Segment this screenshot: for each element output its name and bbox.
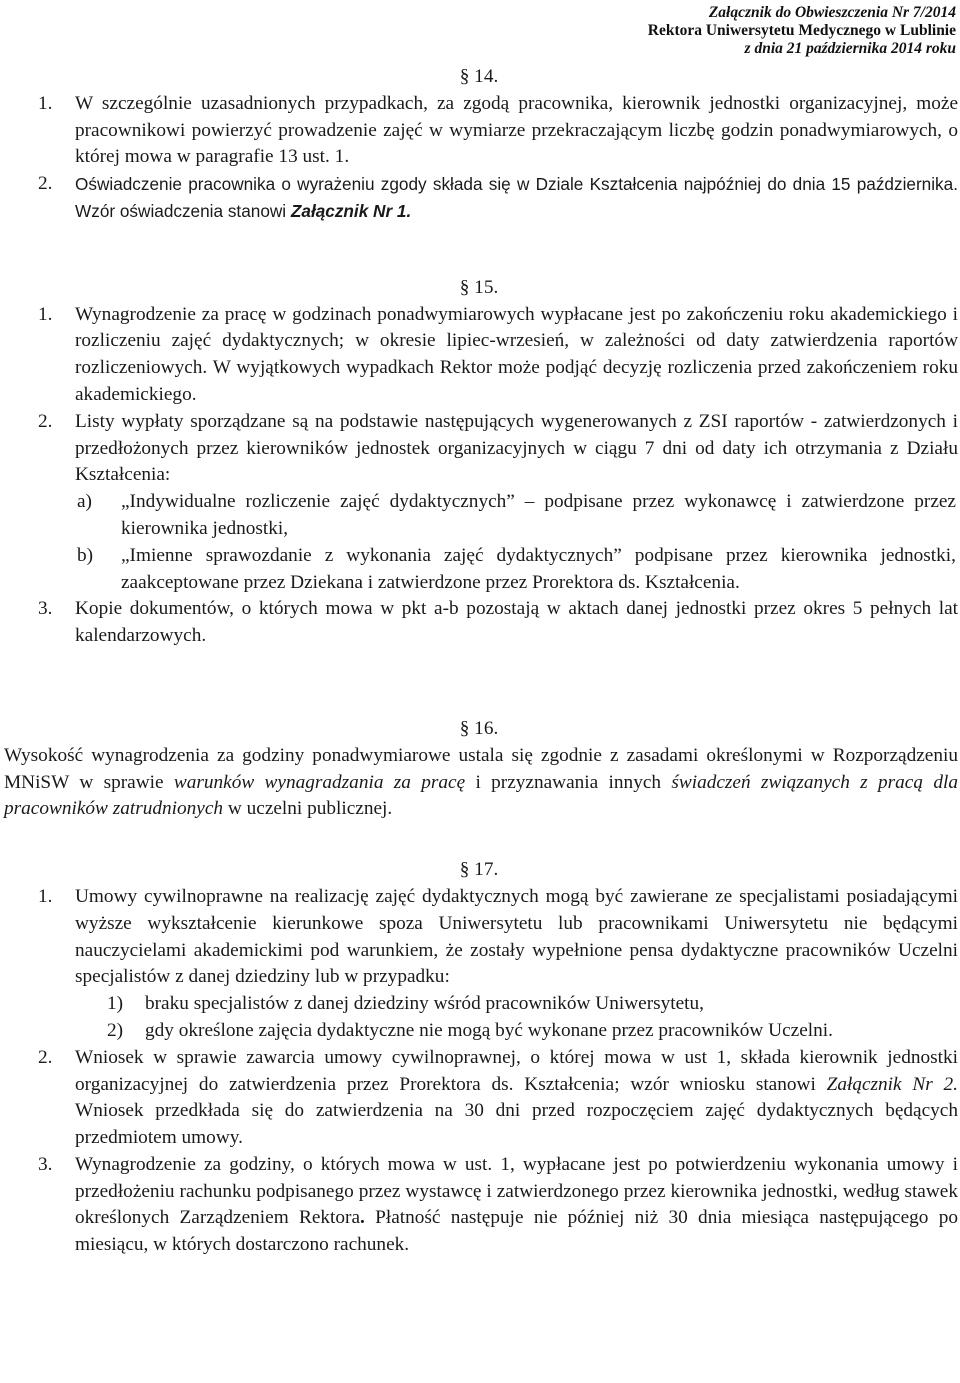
item-text: Listy wypłaty sporządzane są na podstawie następujących wygenerowanych z ZSI raportów - zatwierdzonych i przedłożonych przez kierowników jednostek organizacyjnych w ciągu 7 dni od daty ich otrzymania z Działu Kształcenia: [75,410,958,486]
item-number: 1. [38,303,53,325]
section-15-item-3 [0,596,958,650]
spacer [0,823,958,857]
item-text: Wniosek przedkłada się do zatwierdzenia na 30 dni przed rozpoczęciem zajęć dydaktycznych będących przedmiotem umowy. [75,1100,958,1149]
section-15-item-2 [0,409,958,489]
sub-item-text: gdy określone zajęcia dydaktyczne nie mogą być wykonane przez pracowników Uczelni. [145,1019,833,1041]
sub-item-text: „Indywidualne rozliczenie zajęć dydaktycznych” – podpisane przez wykonawcę i zatwierdzone przez kierownika jednostki, [121,491,956,539]
attachment-header [648,4,956,58]
text-segment: i przyznawania innych [475,771,662,793]
section-16-heading: § 16. [459,717,499,739]
item-text: Kopie dokumentów, o których mowa w pkt a-b pozostają w aktach danej jednostki przez okres 5 pełnych lat kalendarzowych. [75,598,958,647]
section-17-item-3 [0,1152,958,1259]
section-17-sub-1 [0,991,958,1018]
section-17-item-2 [0,1045,958,1152]
header-line-2: Rektora Uniwersytetu Medycznego w Lublinie [647,22,956,39]
section-15-sub-a [0,489,958,543]
item-number: 1. [38,885,53,907]
section-14-item-1 [0,91,958,171]
sub-item-text: braku specjalistów z danej dziedziny wśród pracowników Uniwersytetu, [145,993,704,1015]
header-line-1: Załącznik do Obwieszczenia Nr 7/2014 [708,4,956,21]
section-17-sub-2 [0,1018,958,1045]
text-segment: Wysokość wynagrodzenia za godziny ponadwymiarowe ustala się zgodnie z zasadami określonymi w Rozporządzeniu MNiSW w sprawie [4,744,958,793]
item-number: 2. [38,173,53,195]
item-text: Płatność następuje nie później niż 30 dnia miesiąca następującego po miesiącu, w których dostarczono rachunek. [75,1207,959,1256]
attachment-reference: Załącznik Nr 1. [290,200,412,221]
item-number: 2. [38,1046,53,1068]
sub-item-number: 2) [107,1019,124,1041]
item-text: Wynagrodzenie za pracę w godzinach ponadwymiarowych wypłacane jest po zakończeniu roku akademickiego i rozliczeniu zajęć dydaktycznych; w okresie lipiec-wrzesień, w zależności od daty zatwierdzenia raportów rozliczeniowych. W wyjątkowych wypadkach Rektor może podjąć decyzję rozliczenia przed zakończeniem roku akademickiego. [75,303,958,405]
sub-item-letter: b) [77,544,94,566]
item-number: 3. [38,1153,53,1175]
sub-item-text: „Imienne sprawozdanie z wykonania zajęć dydaktycznych” podpisane przez kierownika jednostki, zaakceptowane przez Dziekana i zatwierdzone przez Prorektora ds. Kształcenia. [121,544,956,593]
item-text: Oświadczenie pracownika o wyrażeniu zgody składa się w Dziale Kształcenia najpóźniej do dnia 15 października. Wzór oświadczenia stanowi [75,174,958,221]
section-15-heading: § 15. [459,276,499,298]
header-line-3: z dnia 21 października 2014 roku [744,40,956,57]
section-16-text [0,743,958,823]
section-14-item-2 [0,171,958,225]
item-number: 2. [38,410,53,432]
item-text: W szczególnie uzasadnionych przypadkach, za zgodą pracownika, kierownik jednostki organizacyjnej, może pracownikowi powierzyć prowadzenie zajęć w wymiarze przekraczającym liczbę godzin ponadwymiarowych, o której mowa w paragrafie 13 ust. 1. [75,92,958,168]
item-number: 3. [38,598,53,620]
section-17-heading: § 17. [459,859,499,881]
italic-title: warunków wynagradzania za pracę [173,771,466,793]
section-15-sub-b [0,543,958,597]
item-number: 1. [38,92,53,114]
text-segment: w uczelni publicznej. [227,798,393,820]
item-text: Wniosek w sprawie zawarcia umowy cywilnoprawnej, o której mowa w ust 1, składa kierownik jednostki organizacyjnej do zatwierdzenia przez Prorektora ds. Kształcenia; wzór wniosku stanowi [75,1046,958,1095]
sub-item-number: 1) [107,993,124,1015]
bold-period: . [360,1207,365,1229]
item-text: Wynagrodzenie za godziny, o których mowa w ust. 1, wypłacane jest po potwierdzeniu wykonania umowy i przedłożeniu rachunku podpisanego przez wystawcę i zatwierdzonego przez kierownika jednostki, według stawek określonych Zarządzeniem Rektora [75,1153,958,1229]
spacer [0,650,958,716]
italic-title: świadczeń związanych z pracą dla pracowników zatrudnionych [4,771,958,820]
item-text: Umowy cywilnoprawne na realizację zajęć dydaktycznych mogą być zawierane ze specjalistami posiadającymi wyższe wykształcenie kierunkowe spoza Uniwersytetu lub pracownikami Uniwersytetu nie będącymi nauczycielami akademickimi pod warunkiem, że zostały wypełnione pensa dydaktyczne pracowników Uczelni specjalistów z danej dziedziny lub w przypadku: [75,885,958,988]
section-14-heading: § 14. [459,66,499,87]
spacer [0,225,958,275]
section-17-item-1 [0,884,958,991]
sub-item-letter: a) [77,491,92,513]
section-15-item-1 [0,302,958,409]
document-body [0,64,958,1259]
attachment-reference: Załącznik Nr 2. [826,1073,958,1095]
